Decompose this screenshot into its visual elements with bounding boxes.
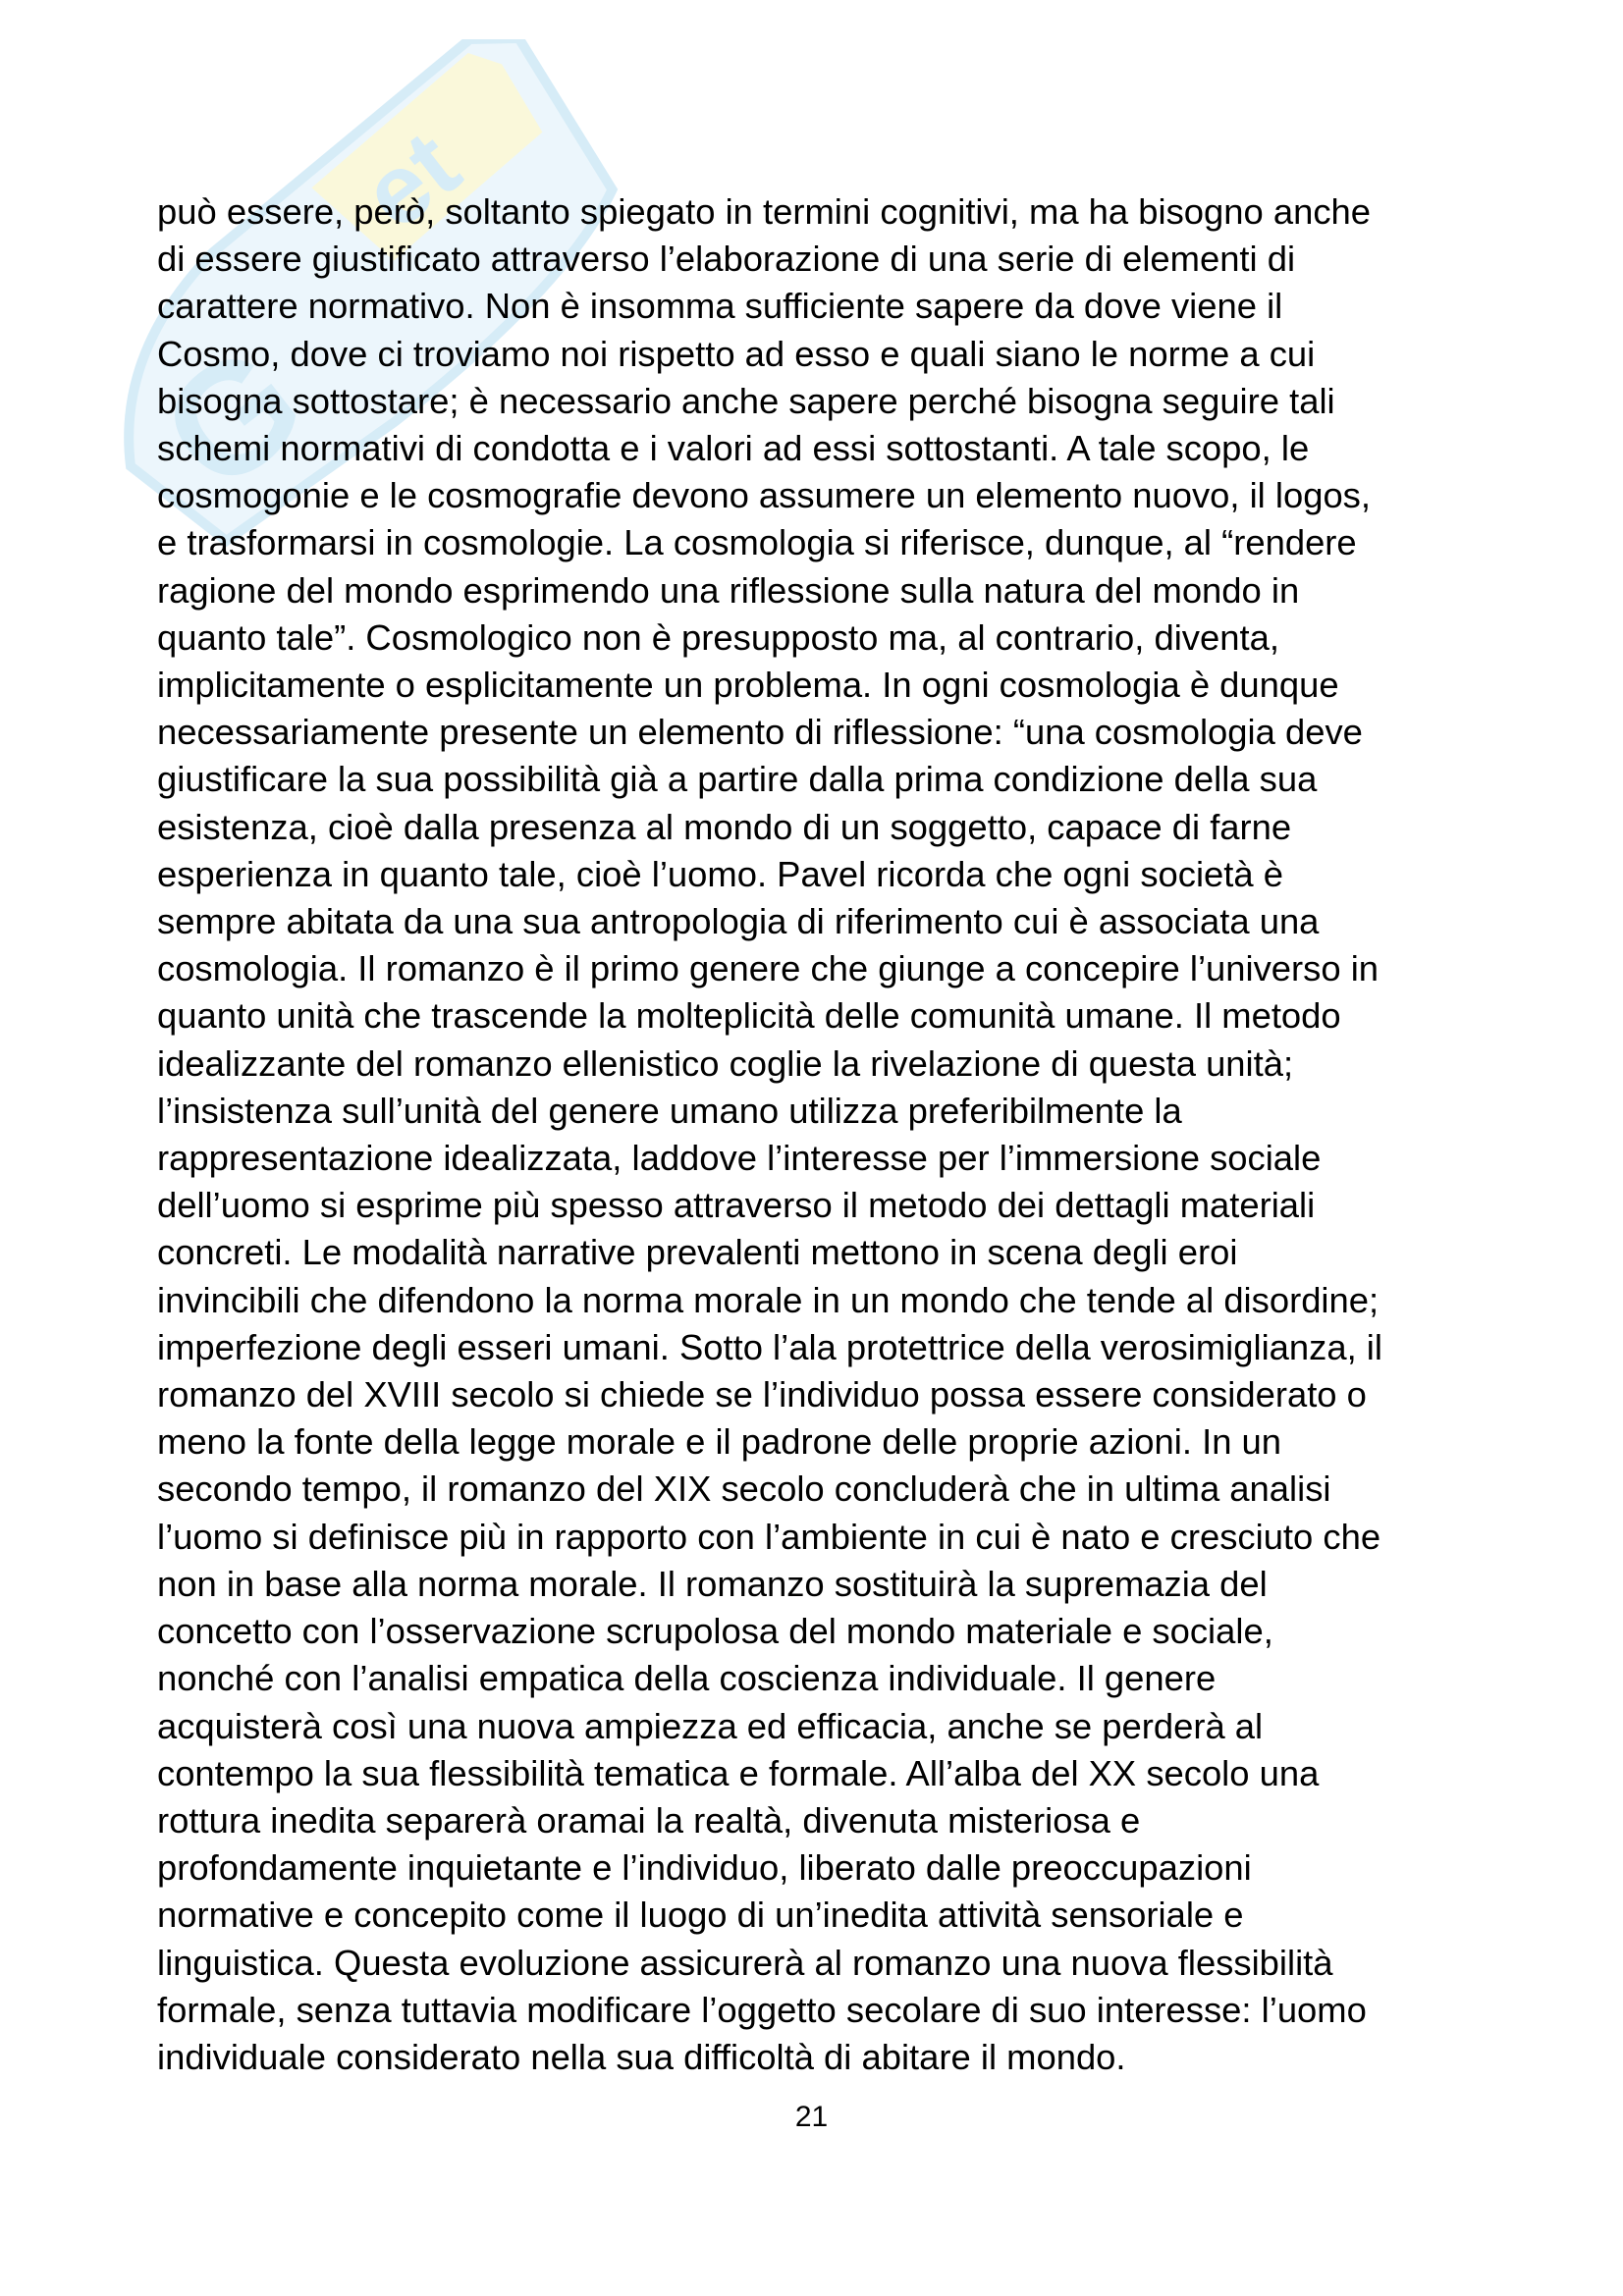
body-line: normative e concepito come il luogo di un’inedita attività sensoriale e: [157, 1895, 1244, 1936]
body-line: Cosmo, dove ci troviamo noi rispetto ad esso e quali siano le norme a cui: [157, 333, 1316, 374]
body-line: può essere, però, soltanto spiegato in termini cognitivi, ma ha bisogno anche: [157, 191, 1372, 232]
body-line: idealizzante del romanzo ellenistico coglie la rivelazione di questa unità;: [157, 1042, 1294, 1084]
body-line: sempre abitata da una sua antropologia di riferimento cui è associata una: [157, 901, 1320, 942]
body-line: quanto unità che trascende la molteplicità delle comunità umane. Il metodo: [157, 995, 1341, 1037]
body-line: necessariamente presente un elemento di riflessione: “una cosmologia deve: [157, 712, 1363, 753]
body-line: carattere normativo. Non è insomma sufficiente sapere da dove viene il: [157, 286, 1283, 327]
body-line: implicitamente o esplicitamente un problema. In ogni cosmologia è dunque: [157, 665, 1339, 706]
body-line: cosmologia. Il romanzo è il primo genere che giunge a concepire l’universo in: [157, 948, 1380, 989]
body-line: romanzo del XVIII secolo si chiede se l’individuo possa essere considerato o: [157, 1374, 1367, 1415]
body-line: linguistica. Questa evoluzione assicurerà al romanzo una nuova flessibilità: [157, 1942, 1333, 1983]
body-line: individuale considerato nella sua difficoltà di abitare il mondo.: [157, 2036, 1126, 2077]
body-line: rappresentazione idealizzata, laddove l’interesse per l’immersione sociale: [157, 1138, 1322, 1179]
body-text: [157, 188, 1502, 2081]
body-line: e trasformarsi in cosmologie. La cosmologia si riferisce, dunque, al “rendere: [157, 522, 1357, 563]
body-line: rottura inedita separerà oramai la realtà, divenuta misteriosa e: [157, 1799, 1141, 1841]
body-line: esperienza in quanto tale, cioè l’uomo. Pavel ricorda che ogni società è: [157, 853, 1283, 894]
body-line: l’insistenza sull’unità del genere umano utilizza preferibilmente la: [157, 1090, 1182, 1131]
page-number: 21: [794, 2101, 829, 2133]
body-line: l’uomo si definisce più in rapporto con l’ambiente in cui è nato e cresciuto che: [157, 1516, 1381, 1557]
body-line: acquisterà così una nuova ampiezza ed efficacia, anche se perderà al: [157, 1705, 1264, 1746]
body-line: nonché con l’analisi empatica della coscienza individuale. Il genere: [157, 1658, 1217, 1699]
body-line: quanto tale”. Cosmologico non è presupposto ma, al contrario, diventa,: [157, 616, 1279, 658]
body-line: cosmogonie e le cosmografie devono assumere un elemento nuovo, il logos,: [157, 475, 1371, 516]
body-line: ragione del mondo esprimendo una riflessione sulla natura del mondo in: [157, 569, 1300, 611]
body-line: concreti. Le modalità narrative prevalenti mettono in scena degli eroi: [157, 1232, 1238, 1273]
watermark-mark-left: G: [130, 310, 335, 524]
body-line: concetto con l’osservazione scrupolosa del mondo materiale e sociale,: [157, 1611, 1273, 1652]
body-line: esistenza, cioè dalla presenza al mondo di un soggetto, capace di farne: [157, 806, 1292, 847]
body-line: schemi normativi di condotta e i valori ad essi sottostanti. A tale scopo, le: [157, 428, 1310, 469]
body-line: imperfezione degli esseri umani. Sotto l’ala protettrice della verosimiglianza, il: [157, 1326, 1382, 1367]
body-line: formale, senza tuttavia modificare l’oggetto secolare di suo interesse: l’uomo: [157, 1989, 1367, 2030]
body-line: invincibili che difendono la norma morale in un mondo che tende al disordine;: [157, 1279, 1380, 1320]
body-line: bisogna sottostare; è necessario anche sapere perché bisogna seguire tali: [157, 380, 1335, 421]
body-line: profondamente inquietante e l’individuo, liberato dalle preoccupazioni: [157, 1847, 1252, 1889]
body-line: giustificare la sua possibilità già a partire dalla prima condizione della sua: [157, 759, 1318, 800]
watermark-mark-right: et: [342, 109, 479, 250]
body-line: di essere giustificato attraverso l’elaborazione di una serie di elementi di: [157, 239, 1296, 280]
body-line: non in base alla norma morale. Il romanzo sostituirà la supremazia del: [157, 1563, 1268, 1604]
body-line: dell’uomo si esprime più spesso attraverso il metodo dei dettagli materiali: [157, 1185, 1316, 1226]
body-line: meno la fonte della legge morale e il padrone delle proprie azioni. In un: [157, 1421, 1282, 1463]
body-line: secondo tempo, il romanzo del XIX secolo concluderà che in ultima analisi: [157, 1468, 1331, 1510]
body-line: contempo la sua flessibilità tematica e formale. All’alba del XX secolo una: [157, 1752, 1320, 1793]
